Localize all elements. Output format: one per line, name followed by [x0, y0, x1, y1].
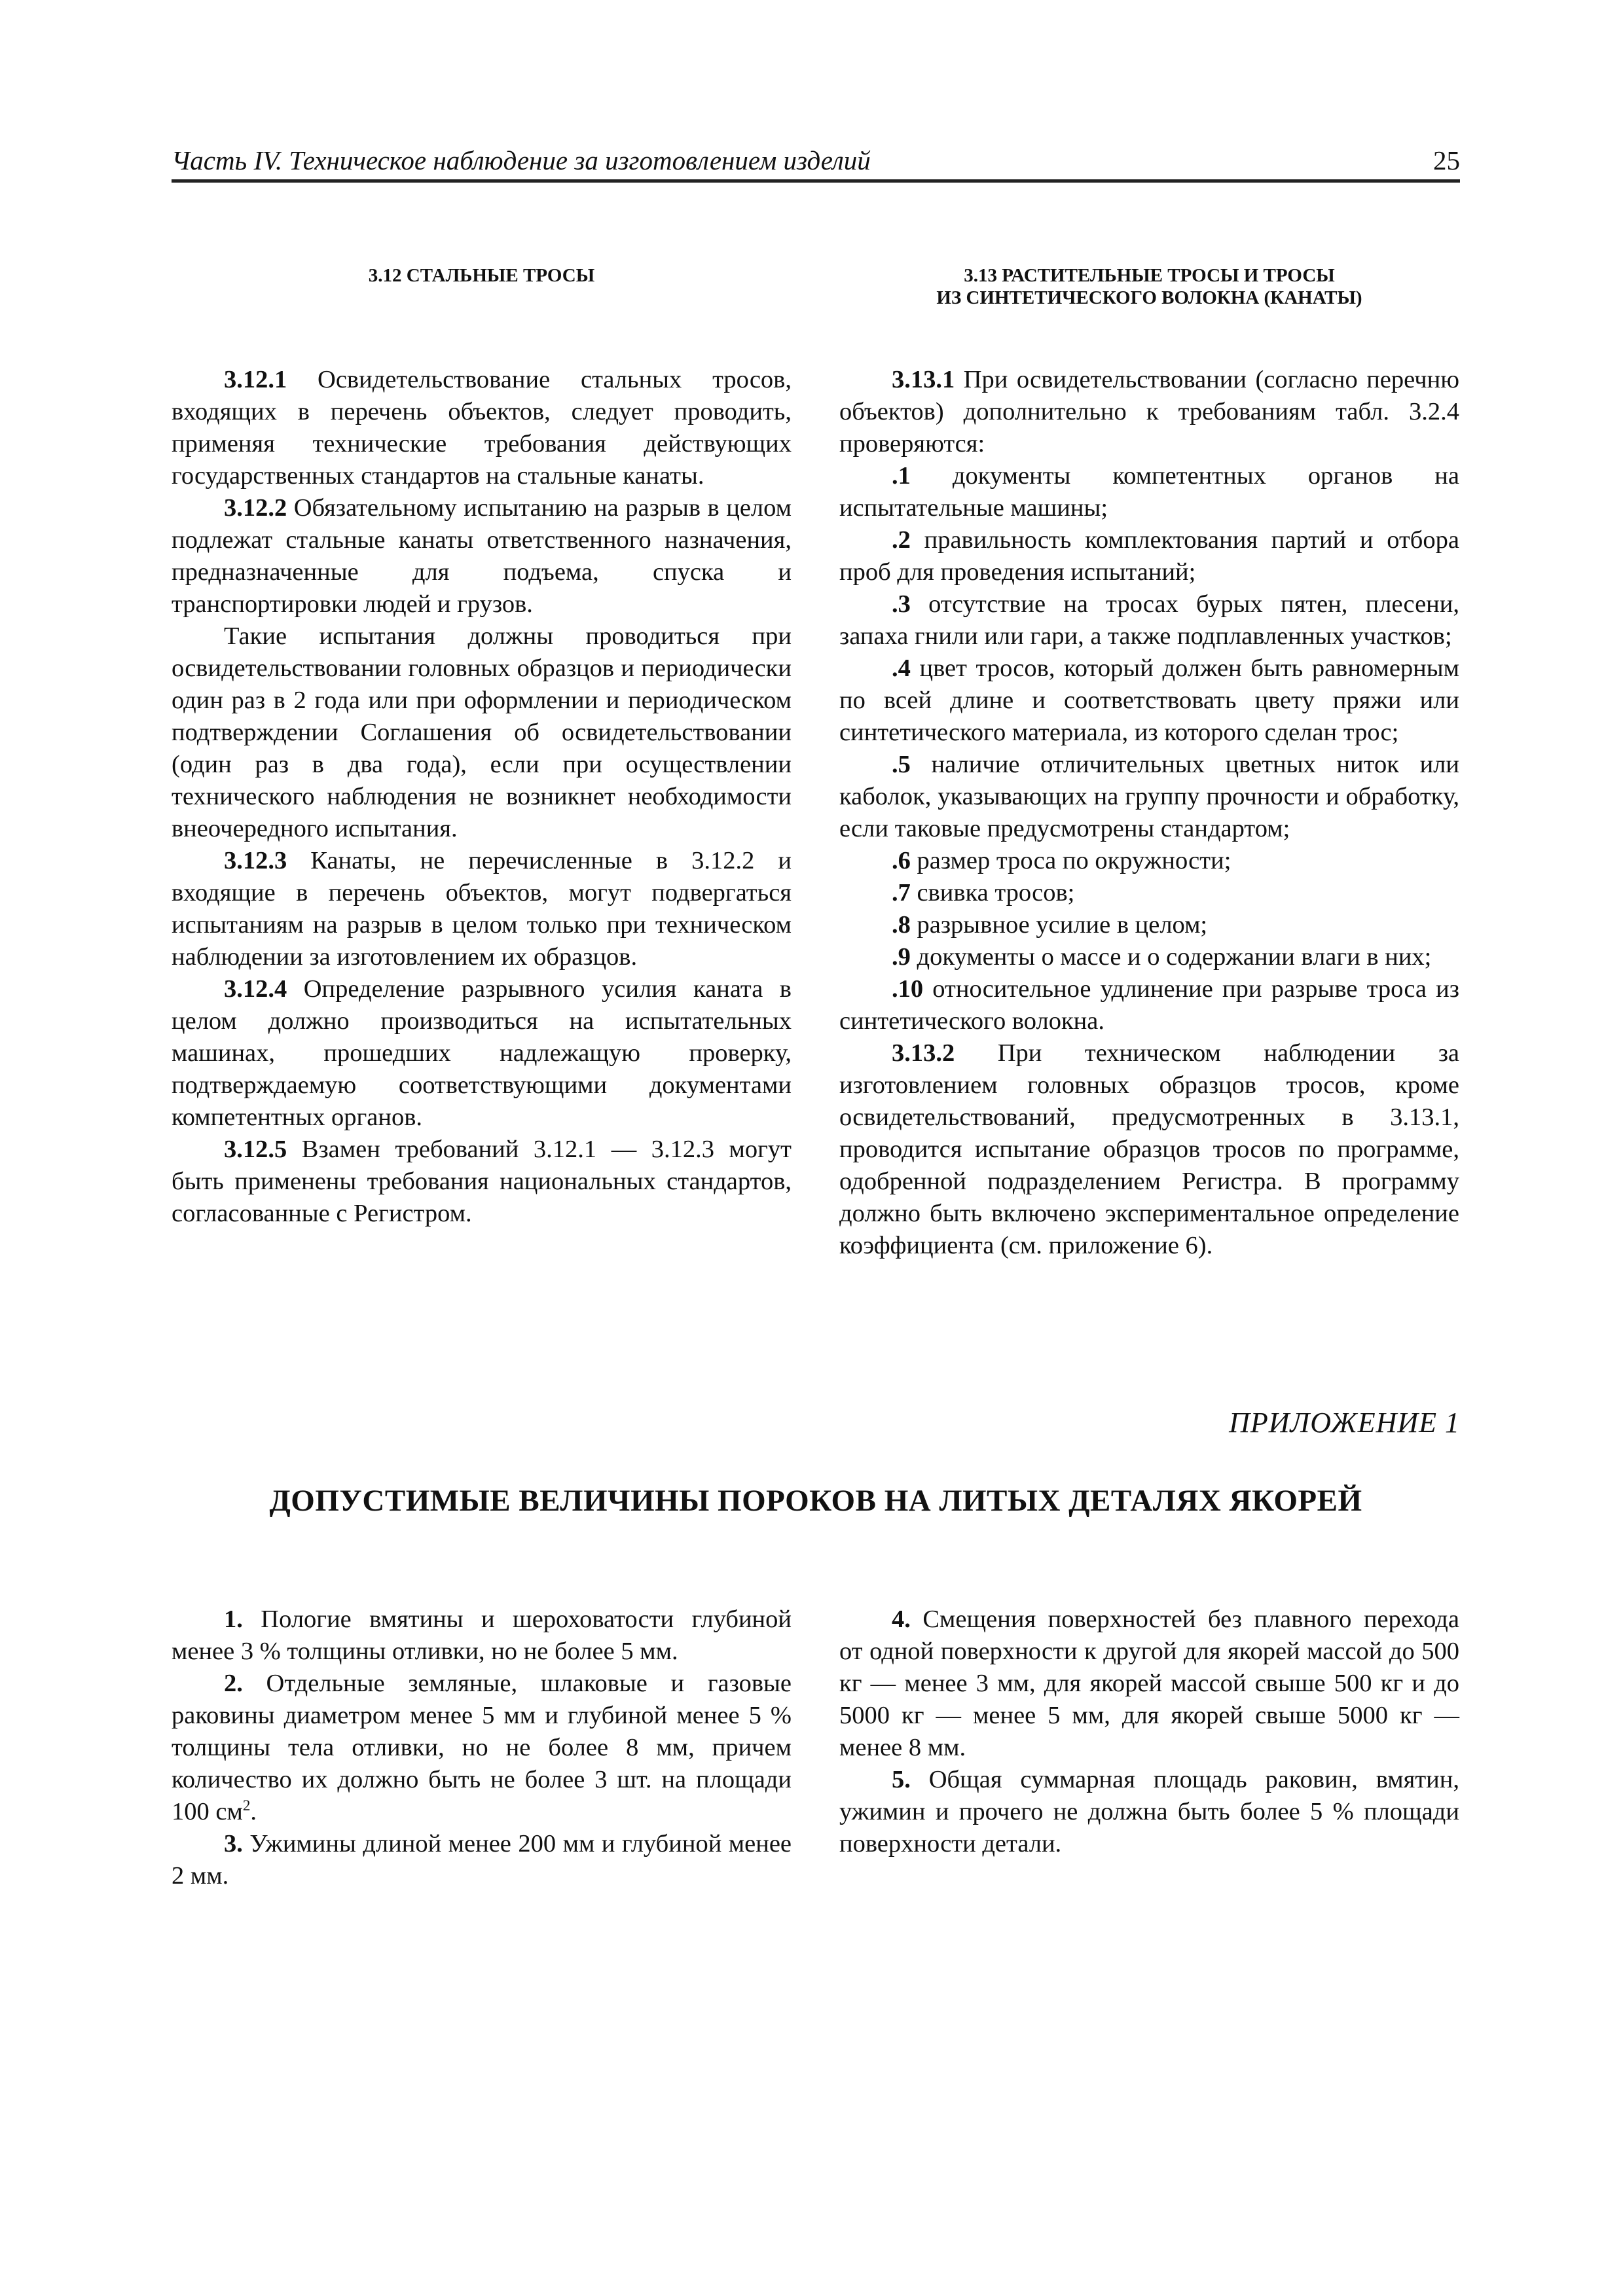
- paragraph: 3.12.5 Взамен требований 3.12.1 — 3.12.3 могут быть применены требования национальных стандартов, согласованные с Регистром.: [172, 1136, 792, 1227]
- section-3-13: [839, 264, 1459, 1262]
- list-item: .1 документы компетентных органов на испытательные машины;: [839, 462, 1459, 522]
- paragraph: 3.12.2 Обязательному испытанию на разрыв в целом подлежат стальные канаты ответственного назначения, предназначенные для подъема, спуска и транспортировки людей и грузов.: [172, 494, 792, 618]
- list-item: .7 свивка тросов;: [892, 879, 1075, 906]
- list-item: .3 отсутствие на тросах бурых пятен, плесени, запаха гнили или гари, а также подплавленных участков;: [839, 590, 1459, 650]
- list-item: .9 документы о массе и о содержании влаги в них;: [892, 943, 1432, 971]
- paragraph: 3.12.4 Определение разрывного усилия каната в целом должно производиться на испытательных машинах, прошедших надлежащую проверку, подтверждаемую соответствующими документами компетентных органов.: [172, 975, 792, 1131]
- appendix-right-column: [839, 1604, 1459, 1860]
- paragraph: 3.13.1 При освидетельствовании (согласно перечню объектов) дополнительно к требованиям табл. 3.2.4 проверяются:: [839, 366, 1459, 457]
- list-item: 3. Ужимины длиной менее 200 мм и глубиной менее 2 мм.: [172, 1830, 792, 1890]
- list-item: .8 разрывное усилие в целом;: [892, 911, 1208, 939]
- section-title: 3.12 СТАЛЬНЫЕ ТРОСЫ: [368, 265, 595, 286]
- page-number: 25: [1433, 145, 1460, 175]
- appendix-left-column: [172, 1604, 792, 1892]
- list-item: .5 наличие отличительных цветных ниток или каболок, указывающих на группу прочности и обработку, если таковые предусмотрены стандартом;: [839, 751, 1459, 842]
- list-item: 2. Отдельные земляные, шлаковые и газовые раковины диаметром менее 5 мм и глубиной менее 5 % толщины тела отливки, но не более 8 мм, причем количество их должно быть не более 3 шт. на площади 100 $см^2$.: [172, 1670, 792, 1825]
- header-title: Часть IV. Техническое наблюдение за изготовлением изделий: [172, 145, 871, 175]
- paragraph: 3.12.3 Канаты, не перечисленные в 3.12.2 и входящие в перечень объектов, могут подвергаться испытаниям на разрыв в целом только при техническом наблюдении за изготовлением их образцов.: [172, 847, 792, 971]
- appendix-label: ПРИЛОЖЕНИЕ 1: [1229, 1407, 1460, 1439]
- list-item: .10 относительное удлинение при разрыве троса из синтетического волокна.: [839, 975, 1459, 1035]
- list-item: .2 правильность комплектования партий и отбора проб для проведения испытаний;: [839, 526, 1459, 586]
- appendix-title: ДОПУСТИМЫЕ ВЕЛИЧИНЫ ПОРОКОВ НА ЛИТЫХ ДЕТАЛЯХ ЯКОРЕЙ: [269, 1484, 1362, 1518]
- list-item: .6 размер троса по окружности;: [892, 847, 1231, 874]
- section-title: 3.13 РАСТИТЕЛЬНЫЕ ТРОСЫ И ТРОСЫ ИЗ СИНТЕТИЧЕСКОГО ВОЛОКНА (КАНАТЫ): [936, 265, 1362, 308]
- list-item: .4 цвет тросов, который должен быть равномерным по всей длине и соответствовать цвету пряжи или синтетического материала, из которого сделан трос;: [839, 655, 1459, 746]
- list-item: 5. Общая суммарная площадь раковин, вмятин, ужимин и прочего не должна быть более 5 % площади поверхности детали.: [839, 1766, 1459, 1857]
- list-item: 4. Смещения поверхностей без плавного перехода от одной поверхности к другой для якорей массой до 500 кг — менее 3 мм, для якорей массой свыше 500 кг и до 5000 кг — менее 5 мм, для якорей свыше 5000 кг — менее 8 мм.: [839, 1605, 1459, 1761]
- paragraph: Такие испытания должны проводиться при освидетельствовании головных образцов и периодически один раз в 2 года или при оформлении и периодическом подтверждении Соглашения об освидетельствовании (один раз в два года), если при осуществлении технического наблюдения не возникнет необходимости внеочередного испытания.: [172, 622, 792, 842]
- running-header: [172, 145, 1460, 183]
- section-3-12: [172, 264, 792, 1230]
- list-item: 1. Пологие вмятины и шероховатости глубиной менее 3 % толщины отливки, но не более 5 мм.: [172, 1605, 792, 1665]
- paragraph: 3.12.1 Освидетельствование стальных тросов, входящих в перечень объектов, следует проводить, применяя технические требования действующих государственных стандартов на стальные канаты.: [172, 366, 792, 490]
- paragraph: 3.13.2 При техническом наблюдении за изготовлением головных образцов тросов, кроме освидетельствований, предусмотренных в 3.13.1, проводится испытание образцов тросов по программе, одобренной подразделением Регистра. В программу должно быть включено экспериментальное определение коэффициента (см. приложение 6).: [839, 1039, 1459, 1259]
